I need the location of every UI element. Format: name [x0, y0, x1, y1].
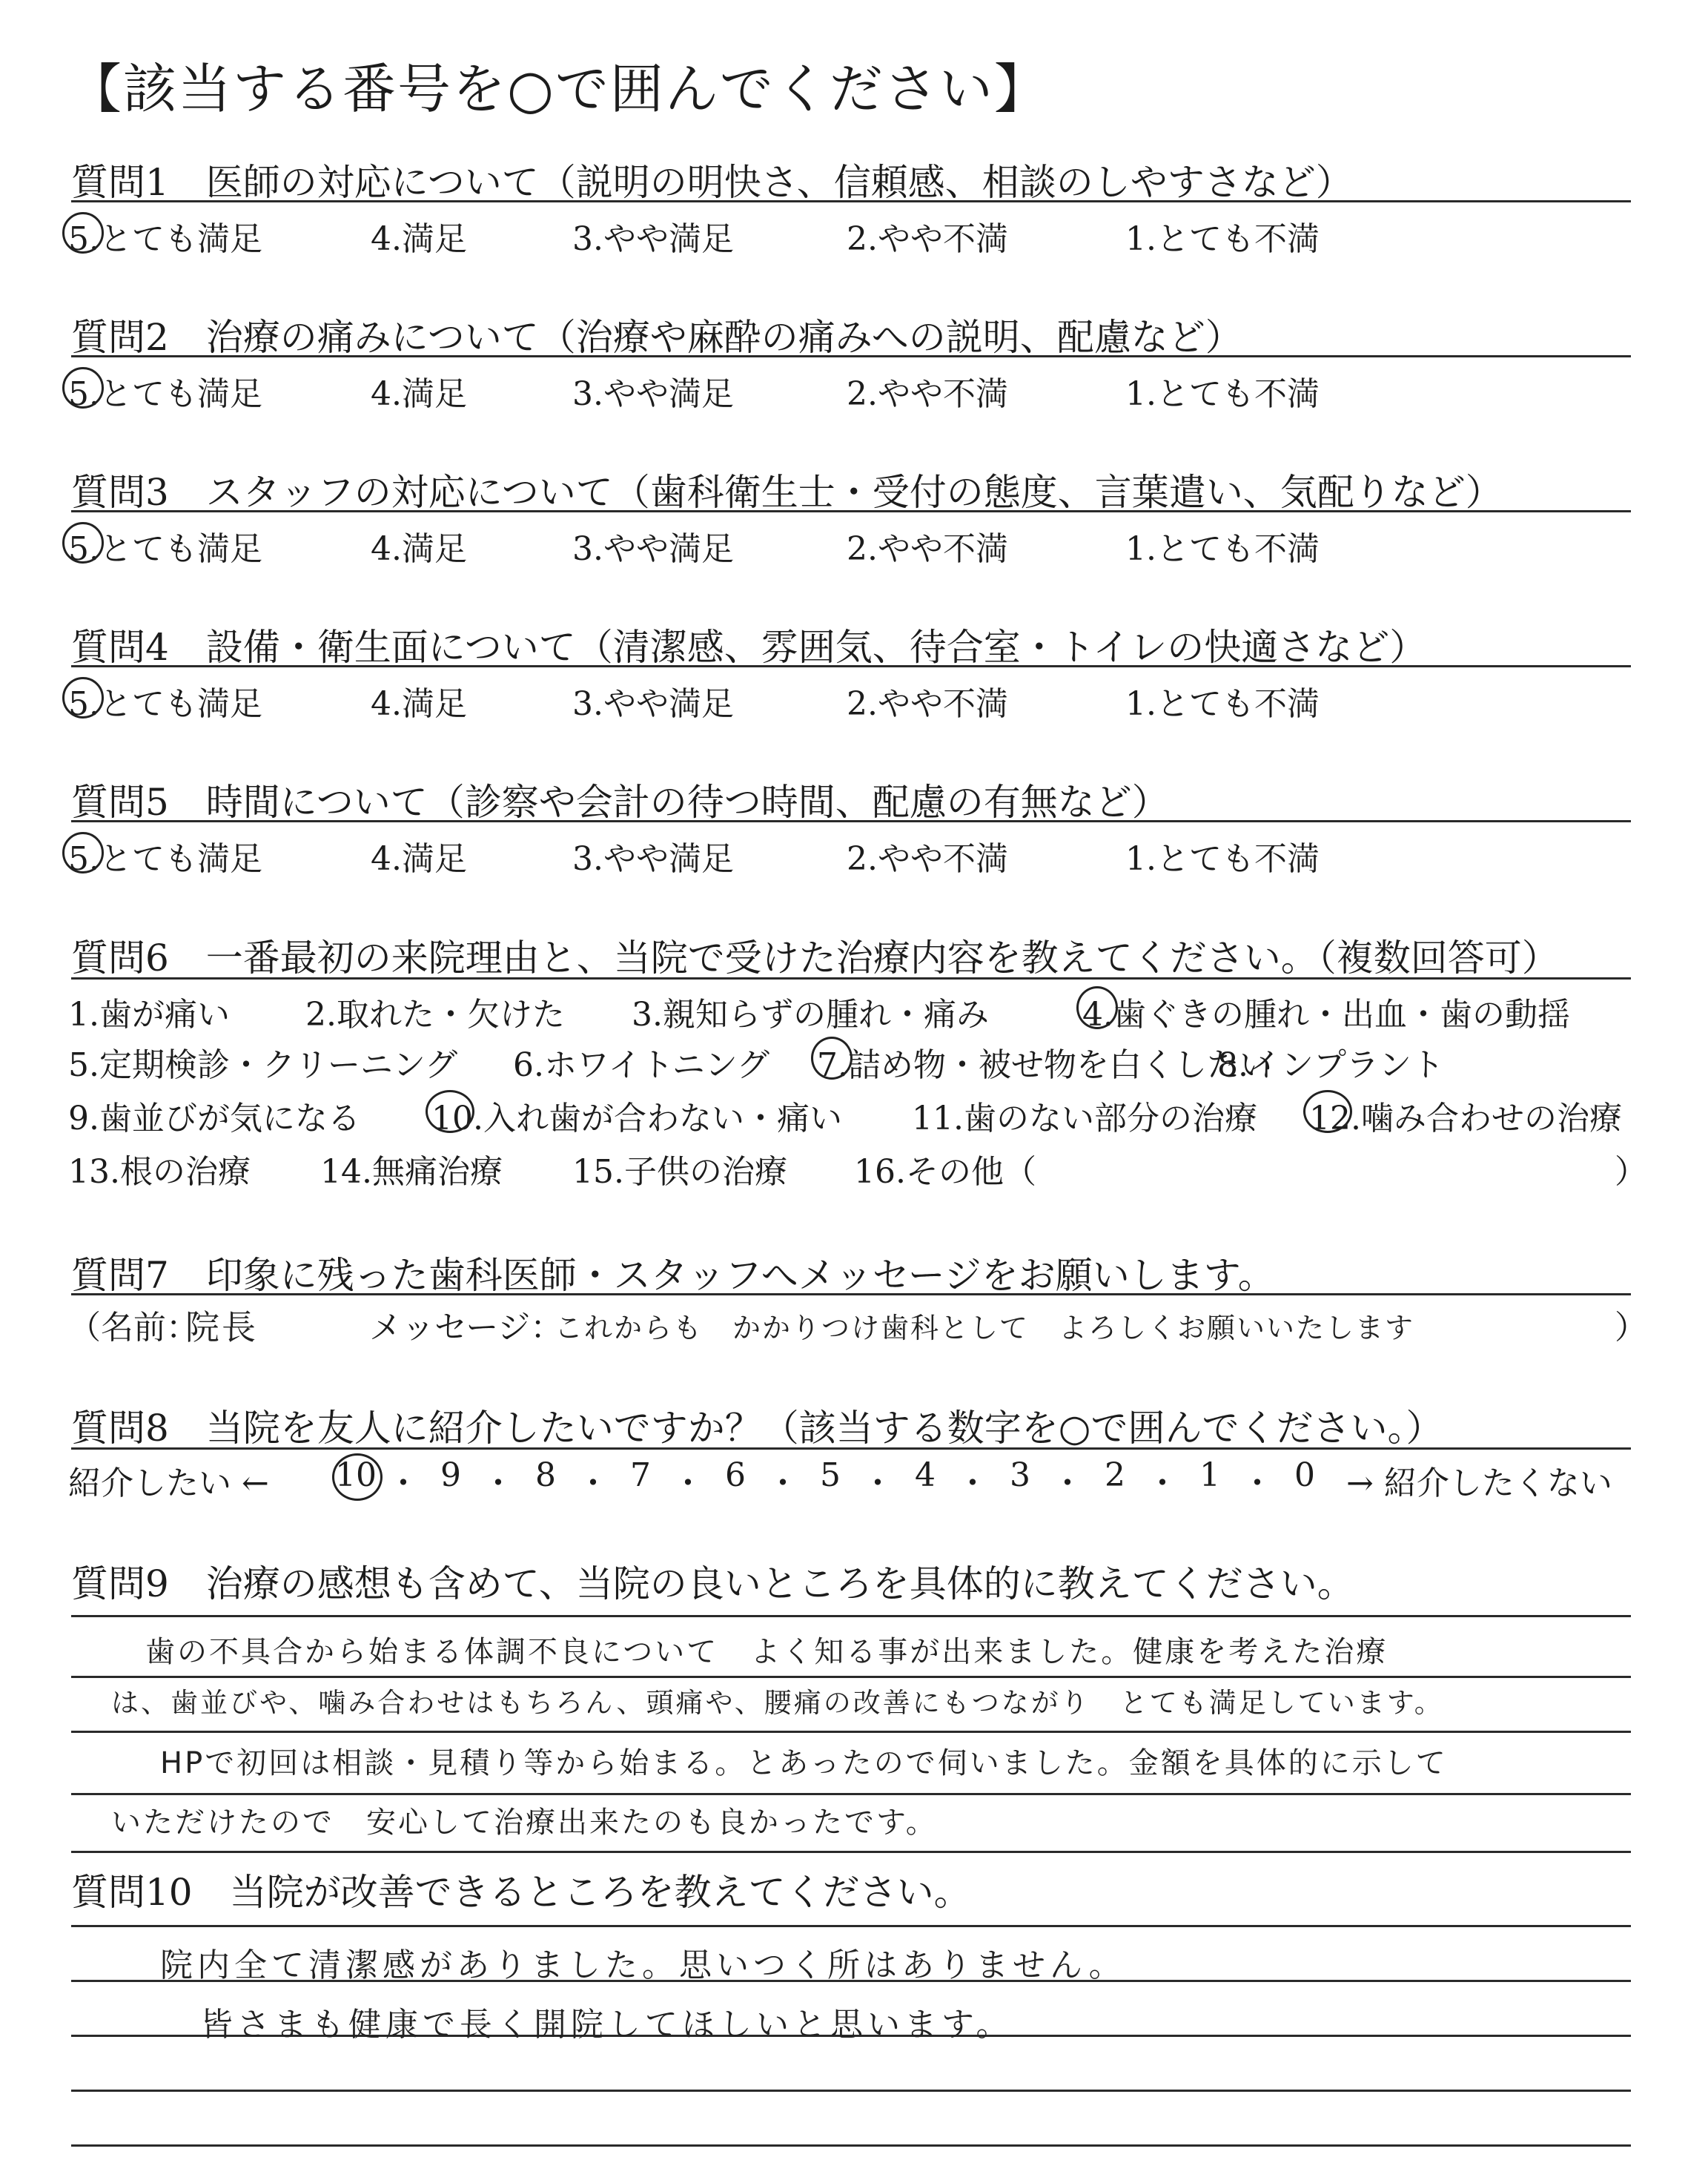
q9-answer-line: 歯の不具合から始まる体調不良について よく知る事が出来ました。健康を考えた治療	[145, 1635, 1388, 1669]
q6-rule	[71, 977, 1631, 980]
q6-option-10[interactable]: 10.入れ歯が合わない・痛い	[431, 1100, 842, 1137]
q4-selection-circle	[62, 677, 104, 719]
q7-close-paren: ）	[1615, 1309, 1647, 1347]
q1-option-1[interactable]: 1.とても不満	[1125, 220, 1320, 258]
q8-scale-4[interactable]: 4	[915, 1456, 936, 1494]
q8-separator: ・	[1146, 1464, 1179, 1502]
q3-option-1[interactable]: 1.とても不満	[1125, 530, 1320, 568]
q3-selection-circle	[62, 522, 104, 564]
q6-option-14[interactable]: 14.無痛治療	[320, 1153, 503, 1191]
q9-answer-line: いただけたので 安心して治療出来たのも良かったです。	[111, 1806, 938, 1840]
q2-option-4[interactable]: 4.満足	[371, 375, 467, 413]
q6-selection-circle-4	[1076, 986, 1118, 1029]
q10-answer-line: 院内全て清潔感がありました。思いつく所はありません。	[160, 1946, 1126, 1984]
q9-line-rule	[71, 1615, 1631, 1617]
q6-selection-circle-10	[426, 1090, 474, 1133]
q3-title: 質問3 スタッフの対応について（歯科衛生士・受付の態度、言葉遣い、気配りなど）	[71, 471, 1503, 514]
q2-option-5[interactable]: 5.とても満足	[68, 375, 262, 413]
q1-rule	[71, 200, 1631, 202]
q6-option-3[interactable]: 3.親知らずの腫れ・痛み	[632, 996, 989, 1034]
q8-scale-5[interactable]: 5	[820, 1456, 841, 1494]
q10-line-rule	[71, 1925, 1631, 1927]
q6-option-8[interactable]: 8.インプラント	[1217, 1046, 1444, 1084]
q6-close-paren: ）	[1615, 1153, 1647, 1191]
q1-option-4[interactable]: 4.満足	[371, 220, 467, 258]
q7-name-label: （名前：	[68, 1309, 199, 1347]
q6-option-4[interactable]: 4.歯ぐきの腫れ・出血・歯の動揺	[1082, 996, 1570, 1034]
q4-option-3[interactable]: 3.やや満足	[572, 685, 734, 723]
q8-scale-1[interactable]: 1	[1199, 1456, 1220, 1494]
q4-option-4[interactable]: 4.満足	[371, 685, 467, 723]
q10-line-rule	[71, 2090, 1631, 2092]
q6-option-5[interactable]: 5.定期検診・クリーニング	[68, 1046, 458, 1084]
q5-option-5[interactable]: 5.とても満足	[68, 840, 262, 878]
q8-scale-6[interactable]: 6	[725, 1456, 746, 1494]
q8-title: 質問8 当院を友人に紹介したいですか？（該当する数字を○で囲んでください。）	[71, 1407, 1443, 1450]
q6-option-15[interactable]: 15.子供の治療	[572, 1153, 787, 1191]
q6-option-6[interactable]: 6.ホワイトニング	[513, 1046, 770, 1084]
q5-title: 質問5 時間について（診察や会計の待つ時間、配慮の有無など）	[71, 781, 1169, 824]
q4-option-1[interactable]: 1.とても不満	[1125, 685, 1320, 723]
q8-separator: ・	[387, 1464, 420, 1502]
q9-line-rule	[71, 1731, 1631, 1733]
q9-line-rule	[71, 1851, 1631, 1853]
q8-scale-3[interactable]: 3	[1010, 1456, 1030, 1494]
q5-rule	[71, 820, 1631, 822]
q4-option-5[interactable]: 5.とても満足	[68, 685, 262, 723]
q6-option-12[interactable]: 12.噛み合わせの治療	[1309, 1100, 1622, 1137]
q8-separator: ・	[1241, 1464, 1274, 1502]
q8-scale-0[interactable]: 0	[1294, 1456, 1315, 1494]
q8-rule	[71, 1447, 1631, 1450]
q2-selection-circle	[62, 367, 104, 409]
q1-option-3[interactable]: 3.やや満足	[572, 220, 734, 258]
q4-option-2[interactable]: 2.やや不満	[847, 685, 1008, 723]
q6-option-11[interactable]: 11.歯のない部分の治療	[912, 1100, 1257, 1137]
q9-line-rule	[71, 1676, 1631, 1678]
q2-option-2[interactable]: 2.やや不満	[847, 375, 1008, 413]
q1-title: 質問1 医師の対応について（説明の明快さ、信頼感、相談のしやすさなど）	[71, 161, 1353, 204]
q1-option-5[interactable]: 5.とても満足	[68, 220, 262, 258]
q8-scale-2[interactable]: 2	[1105, 1456, 1125, 1494]
q5-option-1[interactable]: 1.とても不満	[1125, 840, 1320, 878]
q3-option-3[interactable]: 3.やや満足	[572, 530, 734, 568]
q6-option-16[interactable]: 16.その他（	[854, 1153, 1036, 1191]
q8-right-label: → 紹介したくない	[1346, 1464, 1612, 1502]
q8-scale-7[interactable]: 7	[630, 1456, 651, 1494]
q3-option-2[interactable]: 2.やや不満	[847, 530, 1008, 568]
q6-option-9[interactable]: 9.歯並びが気になる	[68, 1100, 360, 1137]
q10-title: 質問10 当院が改善できるところを教えてください。	[71, 1871, 971, 1914]
q7-title: 質問7 印象に残った歯科医師・スタッフへメッセージをお願いします。	[71, 1254, 1275, 1297]
q4-rule	[71, 665, 1631, 667]
q5-selection-circle	[62, 832, 104, 873]
q1-option-2[interactable]: 2.やや不満	[847, 220, 1008, 258]
q2-option-3[interactable]: 3.やや満足	[572, 375, 734, 413]
q8-separator: ・	[672, 1464, 704, 1502]
q1-selection-circle	[62, 212, 104, 254]
q6-option-7[interactable]: 7.詰め物・被せ物を白くしたい	[817, 1046, 1272, 1084]
q2-rule	[71, 355, 1631, 357]
q8-separator: ・	[482, 1464, 514, 1502]
q10-answer-line: 皆さまも健康で長く開院してほしいと思います。	[200, 2006, 1013, 2044]
q8-scale-9[interactable]: 9	[440, 1456, 461, 1494]
q3-option-4[interactable]: 4.満足	[371, 530, 467, 568]
q8-separator: ・	[767, 1464, 799, 1502]
q10-line-rule	[71, 2144, 1631, 2147]
form-header: 【該当する番号を○で囲んでください】	[68, 58, 1049, 120]
q6-option-2[interactable]: 2.取れた・欠けた	[305, 996, 565, 1034]
q5-option-4[interactable]: 4.満足	[371, 840, 467, 878]
q7-rule	[71, 1293, 1631, 1295]
q2-title: 質問2 治療の痛みについて（治療や麻酔の痛みへの説明、配慮など）	[71, 316, 1242, 359]
q6-selection-circle-12	[1303, 1090, 1352, 1133]
q8-separator: ・	[956, 1464, 989, 1502]
q8-selection-circle	[332, 1453, 383, 1501]
q5-option-3[interactable]: 3.やや満足	[572, 840, 734, 878]
q2-option-1[interactable]: 1.とても不満	[1125, 375, 1320, 413]
q7-message-label: メッセージ：	[369, 1309, 563, 1347]
q8-separator: ・	[577, 1464, 609, 1502]
q8-left-label: 紹介したい ←	[68, 1464, 269, 1502]
q6-selection-circle-7	[811, 1037, 853, 1080]
q9-answer-line: HPで初回は相談・見積り等から始まる。とあったので伺いました。金額を具体的に示して	[160, 1746, 1448, 1780]
q8-separator: ・	[1051, 1464, 1084, 1502]
q9-answer-line: は、歯並びや、噛み合わせはもちろん、頭痛や、腰痛の改善にもつながり とても満足しています。	[111, 1687, 1444, 1719]
q5-option-2[interactable]: 2.やや不満	[847, 840, 1008, 878]
q4-title: 質問4 設備・衛生面について（清潔感、雰囲気、待合室・トイレの快適さなど）	[71, 626, 1427, 669]
q7-message-value[interactable]: これからも かかりつけ歯科として よろしくお願いいたします	[555, 1312, 1415, 1344]
q8-scale-8[interactable]: 8	[535, 1456, 556, 1494]
q3-rule	[71, 510, 1631, 512]
q7-name-value[interactable]: 院長	[185, 1307, 258, 1347]
q3-option-5[interactable]: 5.とても満足	[68, 530, 262, 568]
q6-title: 質問6 一番最初の来院理由と、当院で受けた治療内容を教えてください。（複数回答可）	[71, 937, 1559, 980]
q6-option-1[interactable]: 1.歯が痛い	[68, 996, 230, 1034]
q6-option-13[interactable]: 13.根の治療	[68, 1153, 251, 1191]
q9-line-rule	[71, 1793, 1631, 1795]
q9-title: 質問9 治療の感想も含めて、当院の良いところを具体的に教えてください。	[71, 1562, 1354, 1605]
q8-separator: ・	[861, 1464, 894, 1502]
q8-scale-10[interactable]: 10	[335, 1456, 377, 1494]
